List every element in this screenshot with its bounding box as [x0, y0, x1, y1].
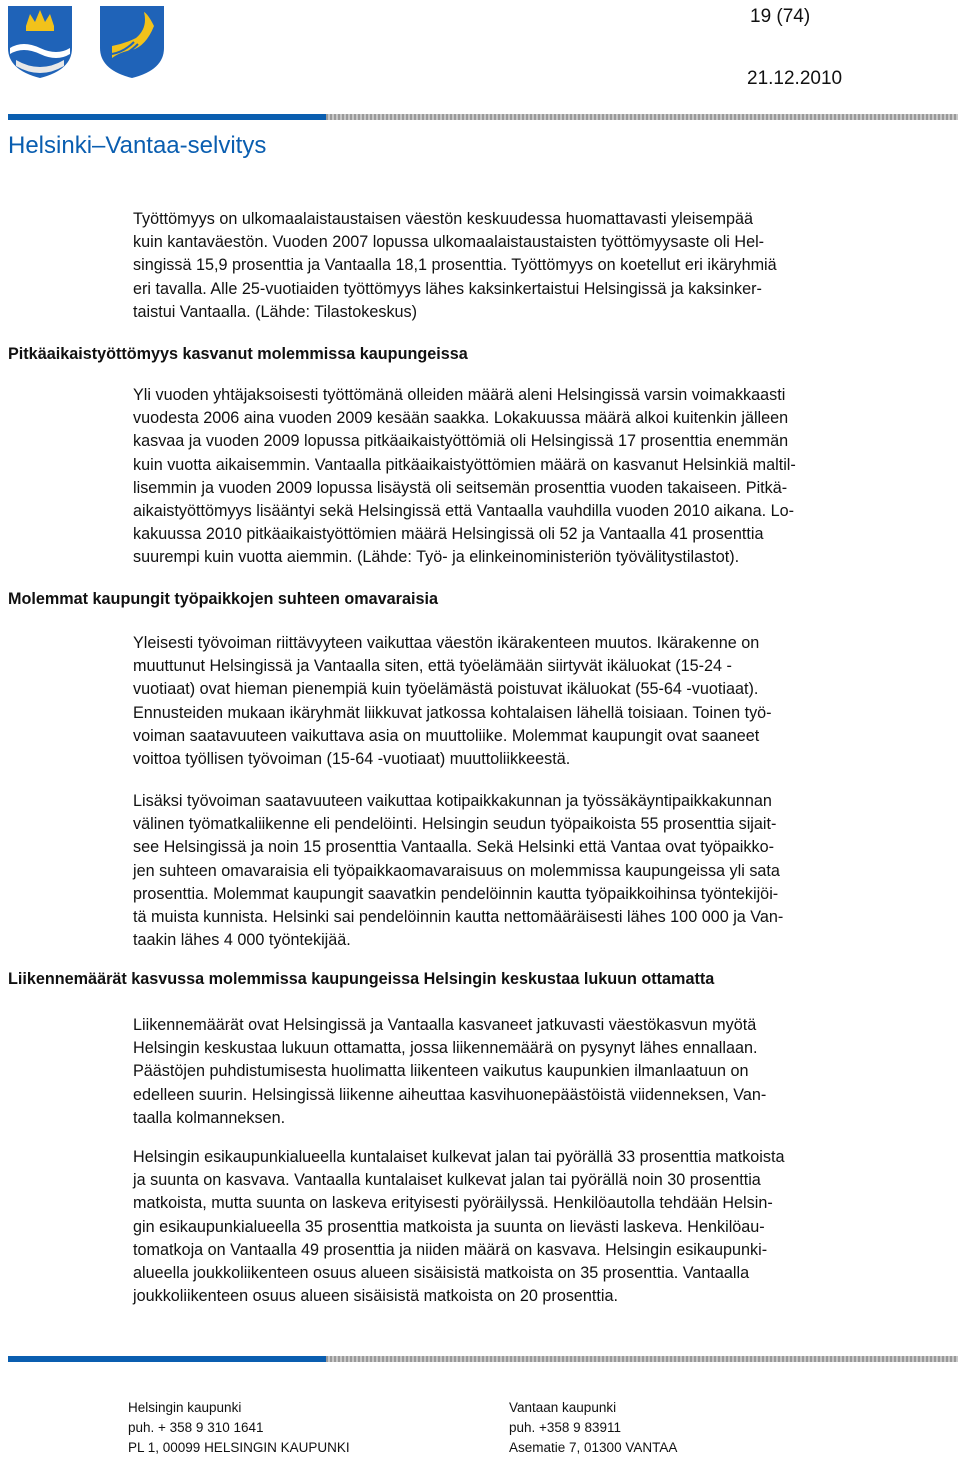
text-line: vuodesta 2006 aina vuoden 2009 kesään saakka. Lokakuussa määrä alkoi kuitenkin jälleen	[133, 409, 789, 428]
text-line: tä muista kunnista. Helsinki sai pendelöinnin kautta nettomääräisesti lähes 100 000 ja Van-	[133, 908, 784, 927]
text-line: kuin kantaväestön. Vuoden 2007 lopussa ulkomaalaistaustaisten työttömyysaste oli Hel-	[133, 233, 765, 252]
text-line: vuotiaat) ovat hieman pienempiä kuin työelämästä poistuvat ikäluokat (55-64 -vuotiaat).	[133, 680, 759, 699]
text-line: tomatkoja on Vantaalla 49 prosenttia ja niiden määrä on kasvava. Helsingin esikaupunki-	[133, 1240, 768, 1259]
text-line: Päästöjen puhdistumisesta huolimatta liikenteen vaikutus kaupunkien ilmanlaatuun on	[133, 1062, 749, 1081]
text-line: singissä 15,9 prosenttia ja Vantaalla 18,1 prosenttia. Työttömyys on koetellut eri ikäryhmiä	[133, 256, 777, 275]
page-title: Helsinki–Vantaa-selvitys	[8, 132, 267, 159]
text-line: Helsingin esikaupunkialueella kuntalaiset kulkevat jalan tai pyörällä 33 prosenttia matkoista	[133, 1148, 785, 1166]
text-line: eri tavalla. Alle 25-vuotiaiden työttömyys lähes kaksinkertaistui Helsingissä ja kaksinker-	[133, 279, 762, 298]
text-line: taakin lähes 4 000 työntekijää.	[133, 931, 351, 950]
header-rule	[8, 114, 958, 120]
text-line: edelleen suurin. Helsingissä liikenne aiheuttaa kasvihuonepäästöistä viidenneksen, Van-	[133, 1085, 767, 1104]
text-line: gin esikaupunkialueella 35 prosenttia matkoista ja suunta on lievästi laskeva. Henkilöau-	[133, 1217, 765, 1236]
footer-address: PL 1, 00099 HELSINGIN KAUPUNKI	[128, 1440, 350, 1455]
vantaa-crest-icon	[98, 4, 166, 80]
text-line: Lisäksi työvoiman saatavuuteen vaikuttaa kotipaikkakunnan ja työssäkäyntipaikkakunnan	[133, 792, 772, 810]
text-line: Helsingin keskustaa lukuun ottamatta, jossa liikennemäärä on pysynyt lähes ennallaan.	[133, 1039, 758, 1058]
text-line: joukkoliikenteen osuus alueen sisäisistä matkoista on 20 prosenttia.	[133, 1287, 619, 1306]
section-heading: Liikennemäärät kasvussa molemmissa kaupungeissa Helsingin keskustaa lukuun ottamatta	[8, 970, 715, 988]
document-date: 21.12.2010	[747, 68, 843, 89]
text-line: Ennusteiden mukaan ikäryhmät liikkuvat jatkossa kohtalaisen lähellä toisiaan. Toinen työ-	[133, 703, 772, 722]
footer-address: Asematie 7, 01300 VANTAA	[509, 1440, 678, 1455]
text-line: see Helsingissä ja noin 15 prosenttia Vantaalla. Sekä Helsinki että Vantaa ovat työpaikko-	[133, 838, 774, 857]
section-heading: Molemmat kaupungit työpaikkojen suhteen omavaraisia	[8, 590, 438, 608]
text-line: voiman saatavuuteen vaikuttava asia on muuttoliike. Molemmat kaupungit ovat saaneet	[133, 726, 760, 745]
text-line: kuin vuotta aikaisemmin. Vantaalla pitkäaikaistyöttömien määrä on kasvanut Helsinkiä maltil-	[133, 455, 796, 474]
section3-paragraph-1	[133, 1014, 878, 1130]
text-line: jen suhteen omavaraisia eli työpaikkaomavaraisuus on molemmissa kaupungeissa yli sata	[133, 861, 780, 880]
text-line: välinen työmatkaliikenne eli pendelöinti. Helsingin seudun työpaikoista 55 prosenttia sijait-	[133, 815, 777, 834]
text-line: ja suunta on kasvava. Vantaalla kuntalaiset kulkevat jalan tai pyörällä noin 30 prosenttia	[133, 1171, 761, 1190]
intro-paragraph	[133, 208, 896, 324]
footer-vantaa	[509, 1398, 677, 1458]
section2-paragraph-1	[133, 632, 893, 771]
text-line: taistui Vantaalla. (Lähde: Tilastokeskus)	[133, 302, 418, 321]
text-line: aikaistyöttömyys lisääntyi sekä Helsingissä että Vantaalla vauhdilla vuoden 2010 aikana. Lo-	[133, 502, 795, 521]
footer-city: Vantaan kaupunki	[509, 1400, 617, 1415]
text-line: matkoista, mutta suunta on laskeva erityisesti pyöräilyssä. Henkilöautolla tehdään Helsin-	[133, 1194, 773, 1213]
section3-paragraph-2	[133, 1146, 893, 1308]
text-line: alueella joukkoliikenteen osuus alueen sisäisistä matkoista on 35 prosenttia. Vantaalla	[133, 1264, 750, 1283]
footer-city: Helsingin kaupunki	[128, 1400, 242, 1415]
section1-paragraph	[133, 384, 923, 570]
text-line: Yli vuoden yhtäjaksoisesti työttömänä olleiden määrä aleni Helsingissä varsin voimakkaasti	[133, 386, 786, 404]
text-line: Työttömyys on ulkomaalaistaustaisen väestön keskuudessa huomattavasti yleisempää	[133, 210, 753, 228]
footer-rule	[8, 1356, 958, 1362]
text-line: prosenttia. Molemmat kaupungit saavatkin pendelöinnin kautta työpaikkoihinsa työntekijöi-	[133, 884, 779, 903]
text-line: suurempi kuin vuotta aiemmin. (Lähde: Työ- ja elinkeinoministeriön työvälitystilastot).	[133, 548, 740, 567]
text-line: Liikennemäärät ovat Helsingissä ja Vantaalla kasvaneet jatkuvasti väestökasvun myötä	[133, 1016, 757, 1034]
footer-helsinki	[128, 1398, 350, 1458]
text-line: taalla kolmanneksen.	[133, 1108, 286, 1127]
page-number: 19 (74)	[750, 6, 811, 27]
text-line: lisemmin ja vuoden 2009 lopussa lisäystä oli seitsemän prosenttia vuoden takaiseen. Pitkä-	[133, 478, 788, 497]
text-line: voittoa työllisen työvoiman (15-64 -vuotiaat) muuttoliikkeestä.	[133, 750, 571, 769]
text-line: muuttunut Helsingissä ja Vantaalla siten, että työelämään siirtyvät ikäluokat (15-24 -	[133, 657, 732, 676]
section-heading: Pitkäaikaistyöttömyys kasvanut molemmissa kaupungeissa	[8, 345, 468, 363]
helsinki-crest-icon	[6, 4, 74, 80]
text-line: kasvaa ja vuoden 2009 lopussa pitkäaikaistyöttömiä oli Helsingissä 17 prosenttia enemmän	[133, 432, 789, 451]
footer-phone: puh. + 358 9 310 1641	[128, 1420, 264, 1435]
text-line: kakuussa 2010 pitkäaikaistyöttömien määrä Helsingissä oli 52 ja Vantaalla 41 prosenttia	[133, 525, 764, 544]
section2-paragraph-2	[133, 790, 893, 952]
footer-phone: puh. +358 9 83911	[509, 1420, 621, 1435]
text-line: Yleisesti työvoiman riittävyyteen vaikuttaa väestön ikärakenteen muutos. Ikärakenne on	[133, 634, 760, 652]
